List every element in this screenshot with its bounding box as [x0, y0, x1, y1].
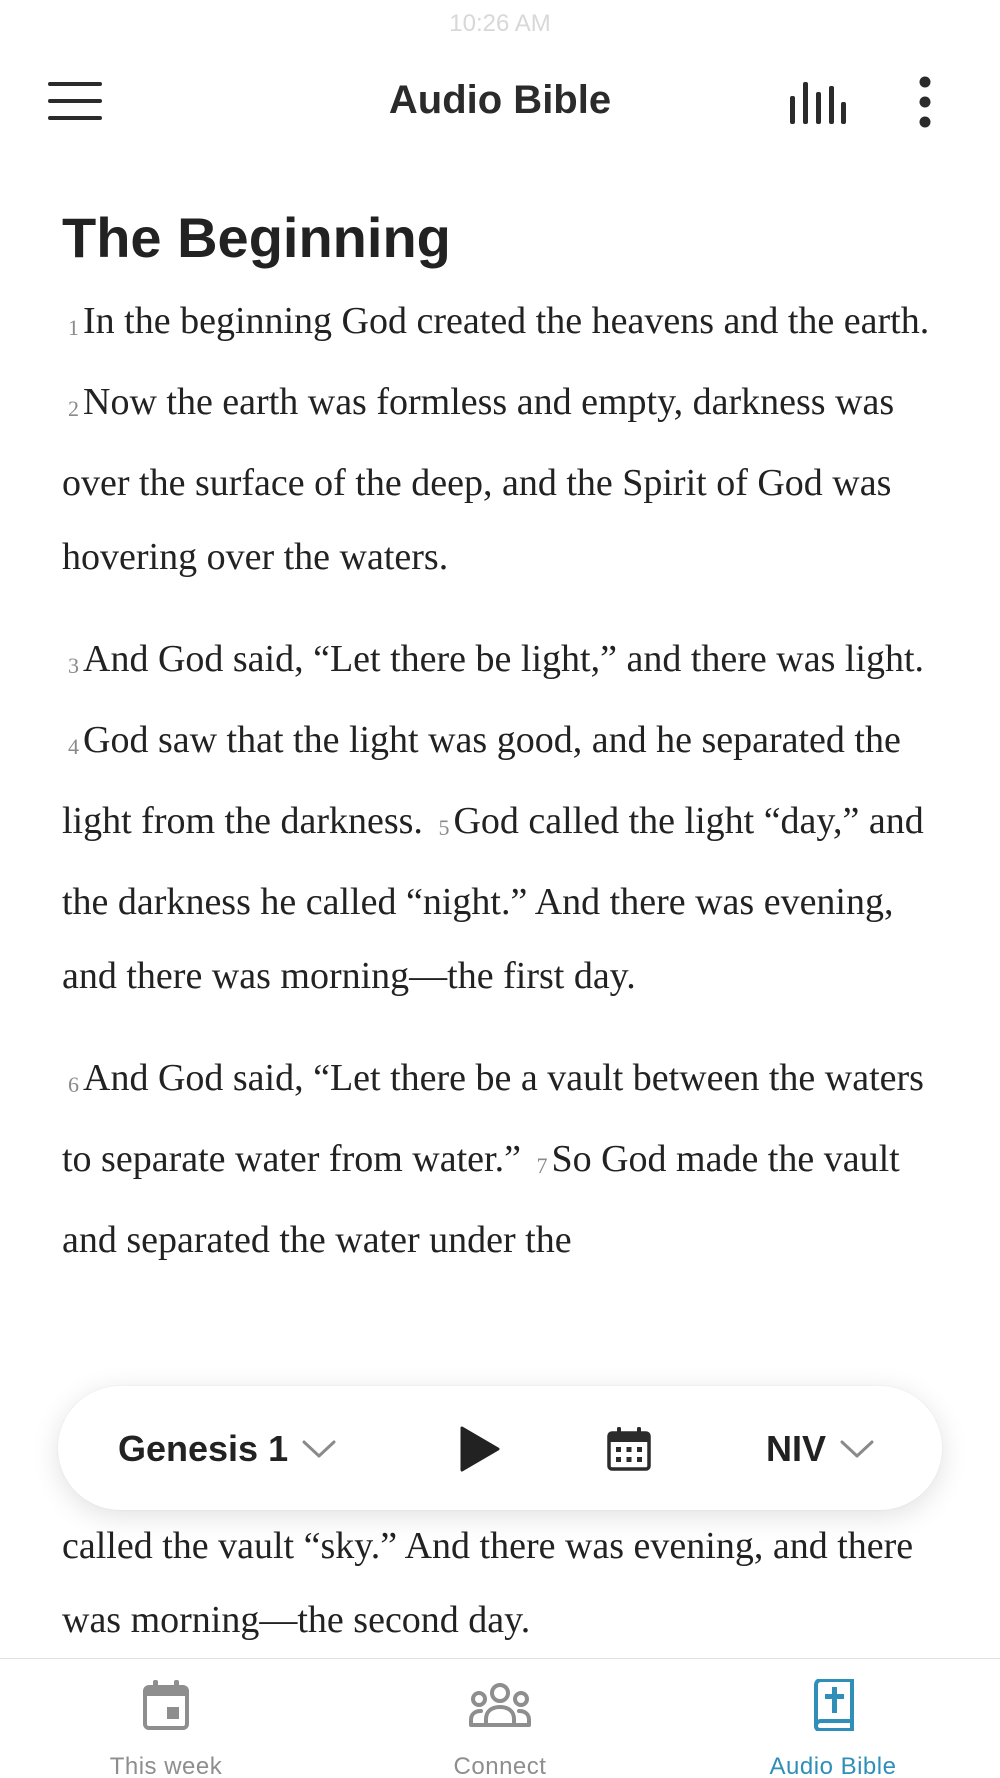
verse-number: 3	[68, 653, 79, 678]
calendar-icon	[142, 1679, 190, 1731]
tab-label: This week	[109, 1753, 223, 1778]
more-options-button[interactable]	[910, 76, 940, 128]
tab-label: Connect	[453, 1753, 547, 1778]
app-title: Audio Bible	[388, 78, 612, 122]
audio-bars-button[interactable]	[788, 78, 846, 124]
chapter-label: Genesis 1	[118, 1428, 289, 1469]
verse-number: 7	[536, 1153, 548, 1178]
tab-audio-bible[interactable]	[723, 1677, 943, 1778]
status-bar-time: 10:26 AM	[449, 10, 551, 37]
bible-book-icon	[812, 1679, 854, 1731]
chevron-down-icon	[840, 1439, 874, 1459]
people-group-icon	[469, 1683, 531, 1727]
scripture-paragraph-continued	[62, 1509, 942, 1657]
verse-text: God saw that the light was good, and he separated the light from the darkness.	[62, 719, 901, 842]
translation-label: NIV	[766, 1428, 827, 1469]
chevron-down-icon	[302, 1439, 336, 1459]
play-button[interactable]	[456, 1424, 504, 1474]
tab-this-week[interactable]	[56, 1677, 276, 1778]
audio-player-bar	[58, 1386, 942, 1510]
calendar-icon	[606, 1426, 652, 1472]
verse-text: And God said, “Let there be a vault between the waters to separate water from water.”	[62, 1057, 924, 1180]
tab-label: Audio Bible	[769, 1753, 897, 1778]
verse-text: So God made the vault and separated the water under the	[62, 1138, 900, 1261]
top-app-bar	[0, 60, 1000, 144]
reading-plan-calendar-button[interactable]	[606, 1426, 652, 1472]
translation-selector[interactable]	[766, 1424, 874, 1474]
verse-text: Now the earth was formless and empty, darkness was over the surface of the deep, and the Spirit of God was hovering over the waters.	[62, 381, 895, 578]
verse-number: 2	[68, 396, 79, 421]
scripture-paragraph	[62, 1041, 942, 1277]
scripture-content	[62, 200, 942, 1305]
verse-text: called the vault “sky.” And there was evening, and there was morning—the second day.	[62, 1525, 914, 1641]
tab-connect[interactable]	[390, 1677, 610, 1778]
chapter-selector[interactable]	[118, 1424, 336, 1474]
audio-bars-icon	[788, 78, 846, 124]
vertical-dots-icon	[910, 76, 940, 128]
verse-number: 4	[68, 734, 79, 759]
section-heading: The Beginning	[62, 206, 451, 269]
scripture-paragraph	[62, 284, 942, 594]
verse-text: God called the light “day,” and the darkness he called “night.” And there was evening, and there was morning—the first day.	[62, 800, 924, 997]
verse-text: In the beginning God created the heavens and the earth.	[83, 300, 930, 342]
scripture-paragraph	[62, 622, 942, 1013]
verse-number: 5	[438, 815, 450, 840]
verse-number: 6	[68, 1072, 79, 1097]
verse-number: 1	[68, 315, 79, 340]
bottom-tab-bar	[0, 1658, 1000, 1778]
play-icon	[456, 1424, 504, 1474]
verse-text: And God said, “Let there be light,” and there was light.	[83, 638, 925, 680]
